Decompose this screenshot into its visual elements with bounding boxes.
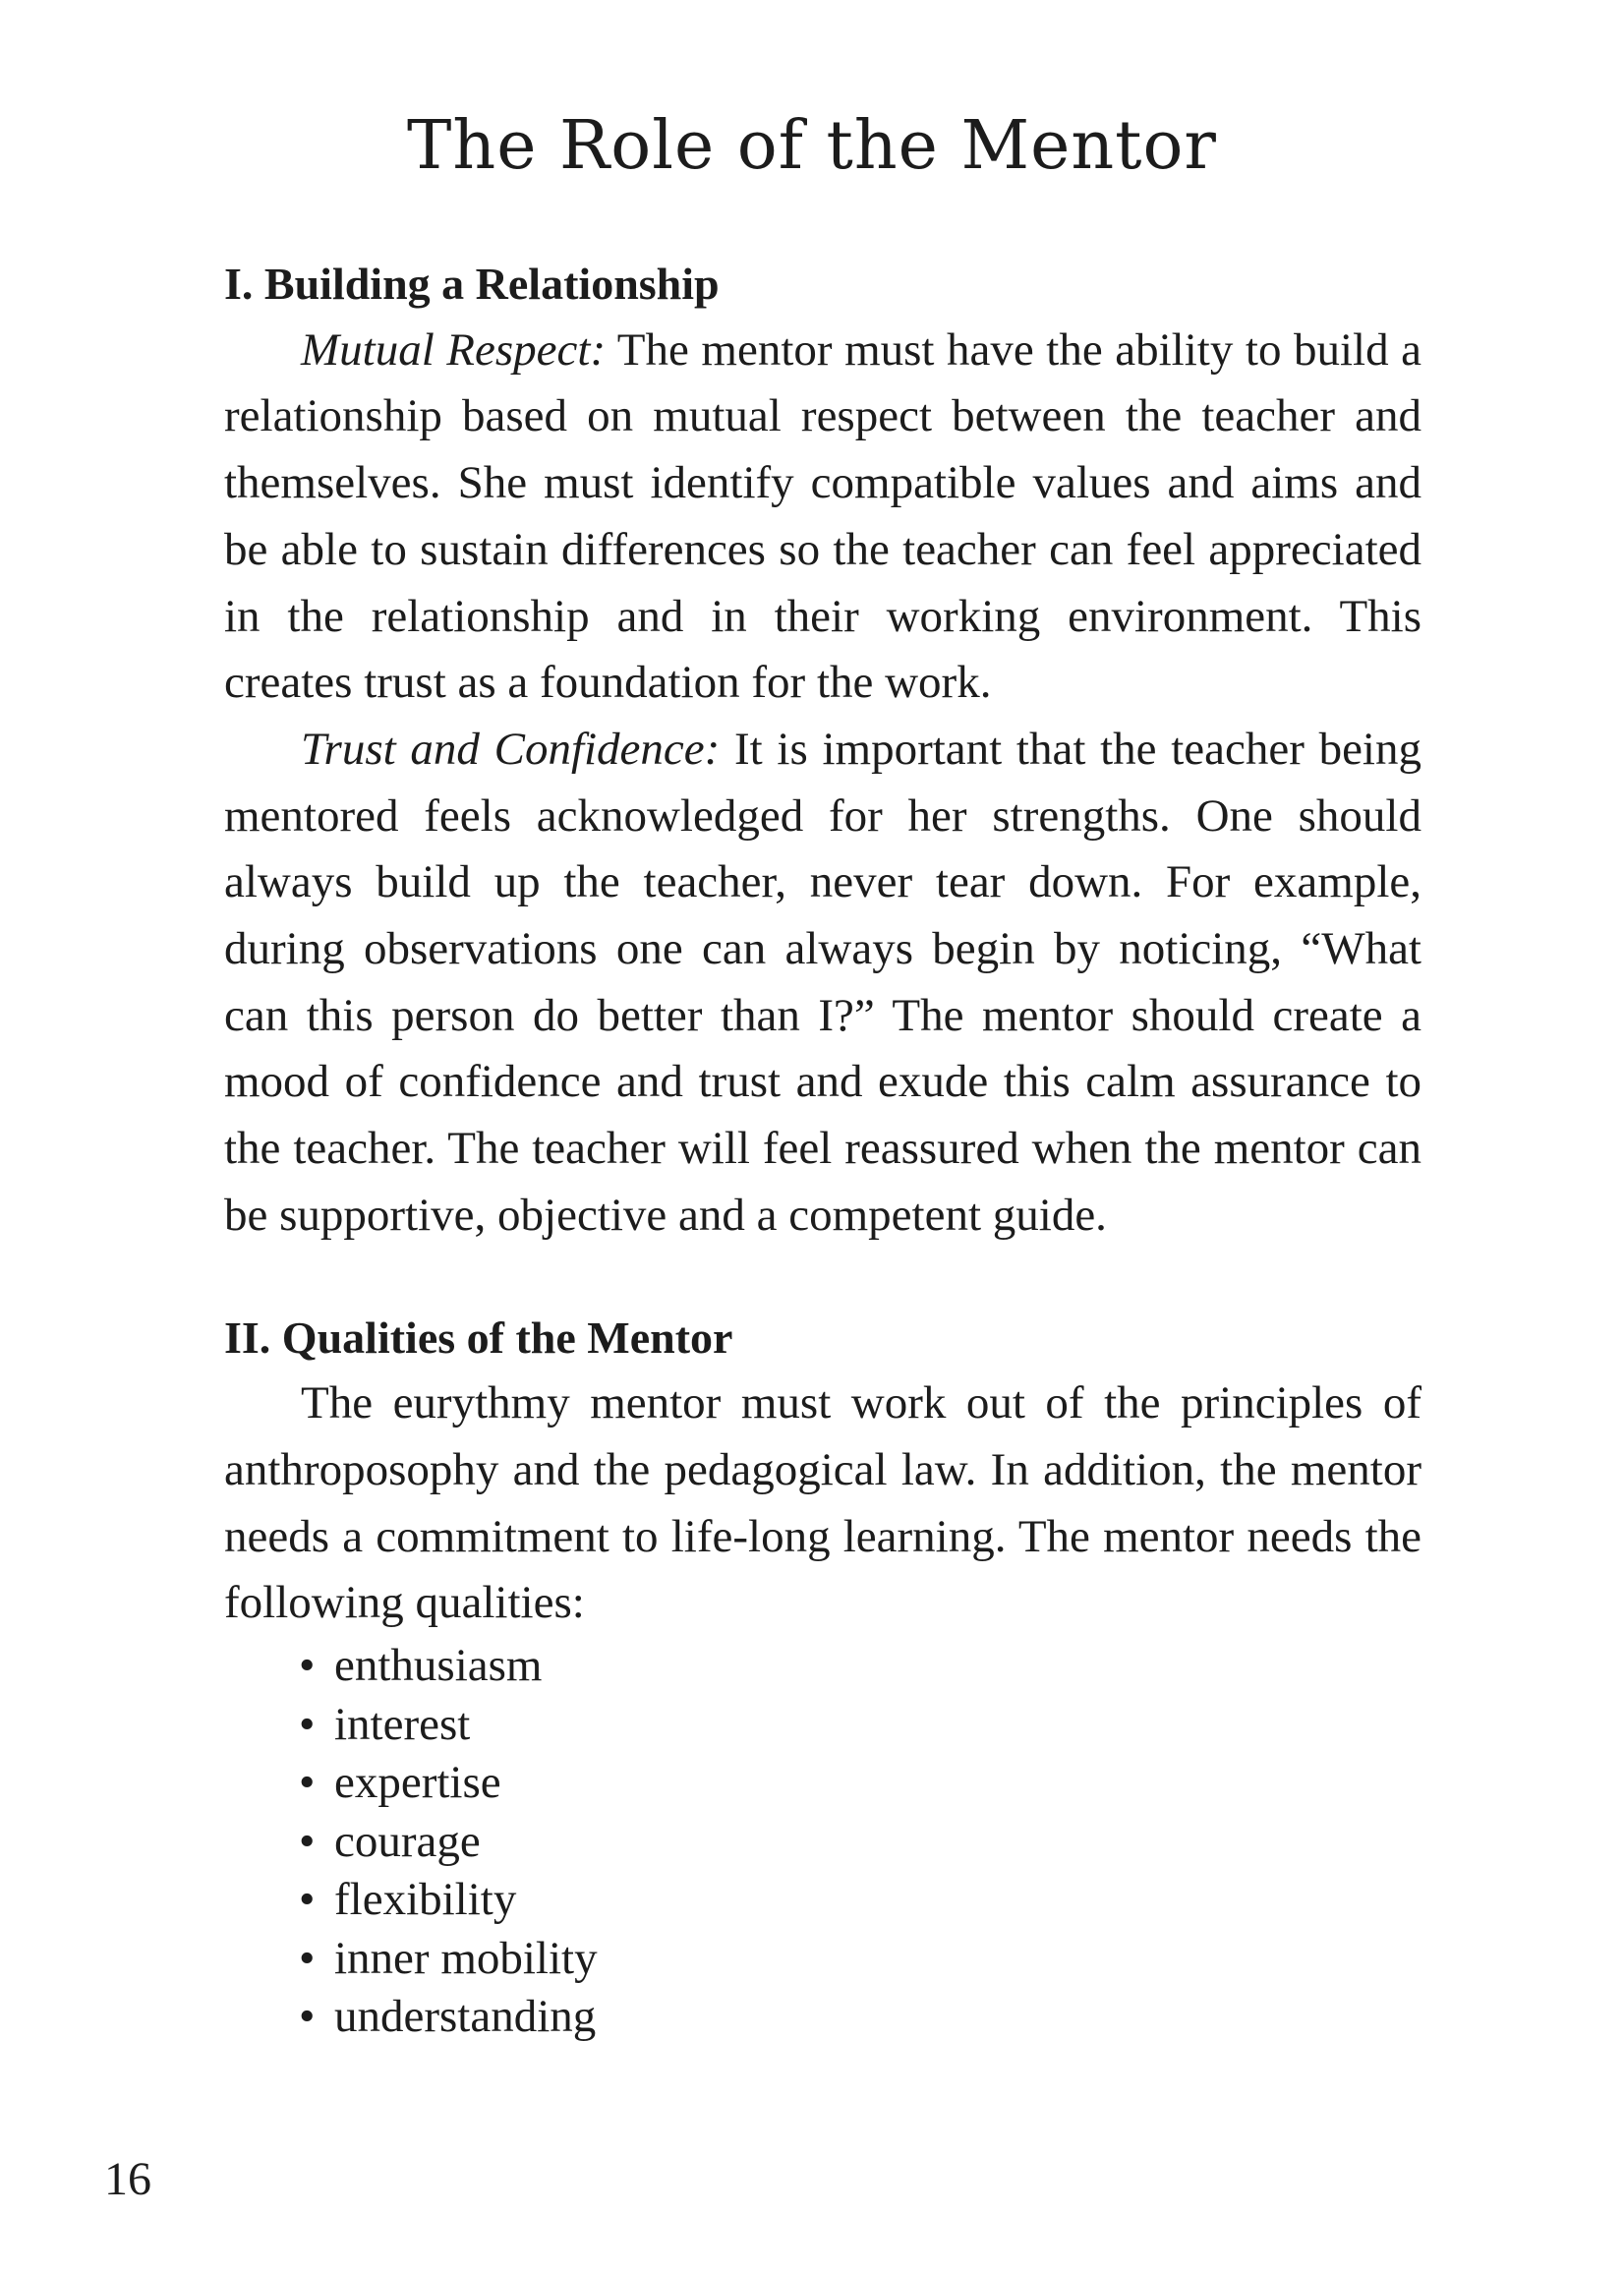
paragraph-text-trust-confidence: It is important that the teacher being mentored feels acknowledged for her strengths. One should always build up the teacher, never tear down. For example, during observations one can always begin by noticing, “What can this person do better than I?” The mentor should create a mood of confidence and trust and exude this calm assurance to the teacher. The teacher will feel reassured when the mentor can be supportive, objective and a competent guide.	[224, 723, 1421, 1241]
bullet-icon: •	[299, 1757, 316, 1809]
list-item	[299, 1871, 1421, 1930]
bullet-icon: •	[299, 1874, 316, 1926]
list-item-text: expertise	[334, 1757, 501, 1809]
list-item	[299, 1988, 1421, 2047]
list-item-text: inner mobility	[334, 1932, 598, 1984]
paragraph-lead-mutual-respect: Mutual Respect:	[301, 323, 607, 376]
paragraph-lead-trust-confidence: Trust and Confidence:	[301, 723, 721, 775]
bullet-icon: •	[299, 1815, 316, 1867]
paragraph-text-mutual-respect: The mentor must have the ability to build a relationship based on mutual respect between the teacher and themselves. She must identify compatible values and aims and be able to sustain differences so the teacher can feel appreciated in the relationship and in their working environment. This creates trust as a foundation for the work.	[224, 323, 1422, 709]
page-body	[224, 251, 1421, 2047]
list-item	[299, 1813, 1421, 1872]
bullet-icon: •	[299, 1698, 316, 1750]
qualities-list	[224, 1637, 1421, 2047]
list-item	[299, 1696, 1421, 1755]
section-heading-qualities: II. Qualities of the Mentor	[224, 1312, 733, 1363]
paragraph-qualities-intro: The eurythmy mentor must work out of the principles of anthroposophy and the pedagogical law. In addition, the mentor needs a commitment to life-long learning. The mentor needs the following qualities:	[224, 1377, 1421, 1629]
paragraph-trust-confidence	[224, 717, 1421, 1250]
list-item-text: flexibility	[334, 1874, 517, 1926]
section-heading-building-relationship: I. Building a Relationship	[224, 259, 720, 309]
bullet-icon: •	[299, 1640, 316, 1692]
list-item-text: enthusiasm	[334, 1640, 543, 1692]
section-spacer	[224, 1250, 1421, 1305]
list-item-text: interest	[334, 1698, 471, 1750]
list-item	[299, 1930, 1421, 1989]
bullet-icon: •	[299, 1932, 316, 1984]
page-title: The Role of the Mentor	[407, 107, 1217, 185]
page-number: 16	[104, 2153, 151, 2205]
bullet-icon: •	[299, 1991, 316, 2043]
paragraph-mutual-respect	[224, 318, 1421, 717]
list-item-text: courage	[334, 1815, 481, 1867]
list-item	[299, 1754, 1421, 1813]
list-item-text: understanding	[334, 1991, 597, 2043]
list-item	[299, 1637, 1421, 1696]
